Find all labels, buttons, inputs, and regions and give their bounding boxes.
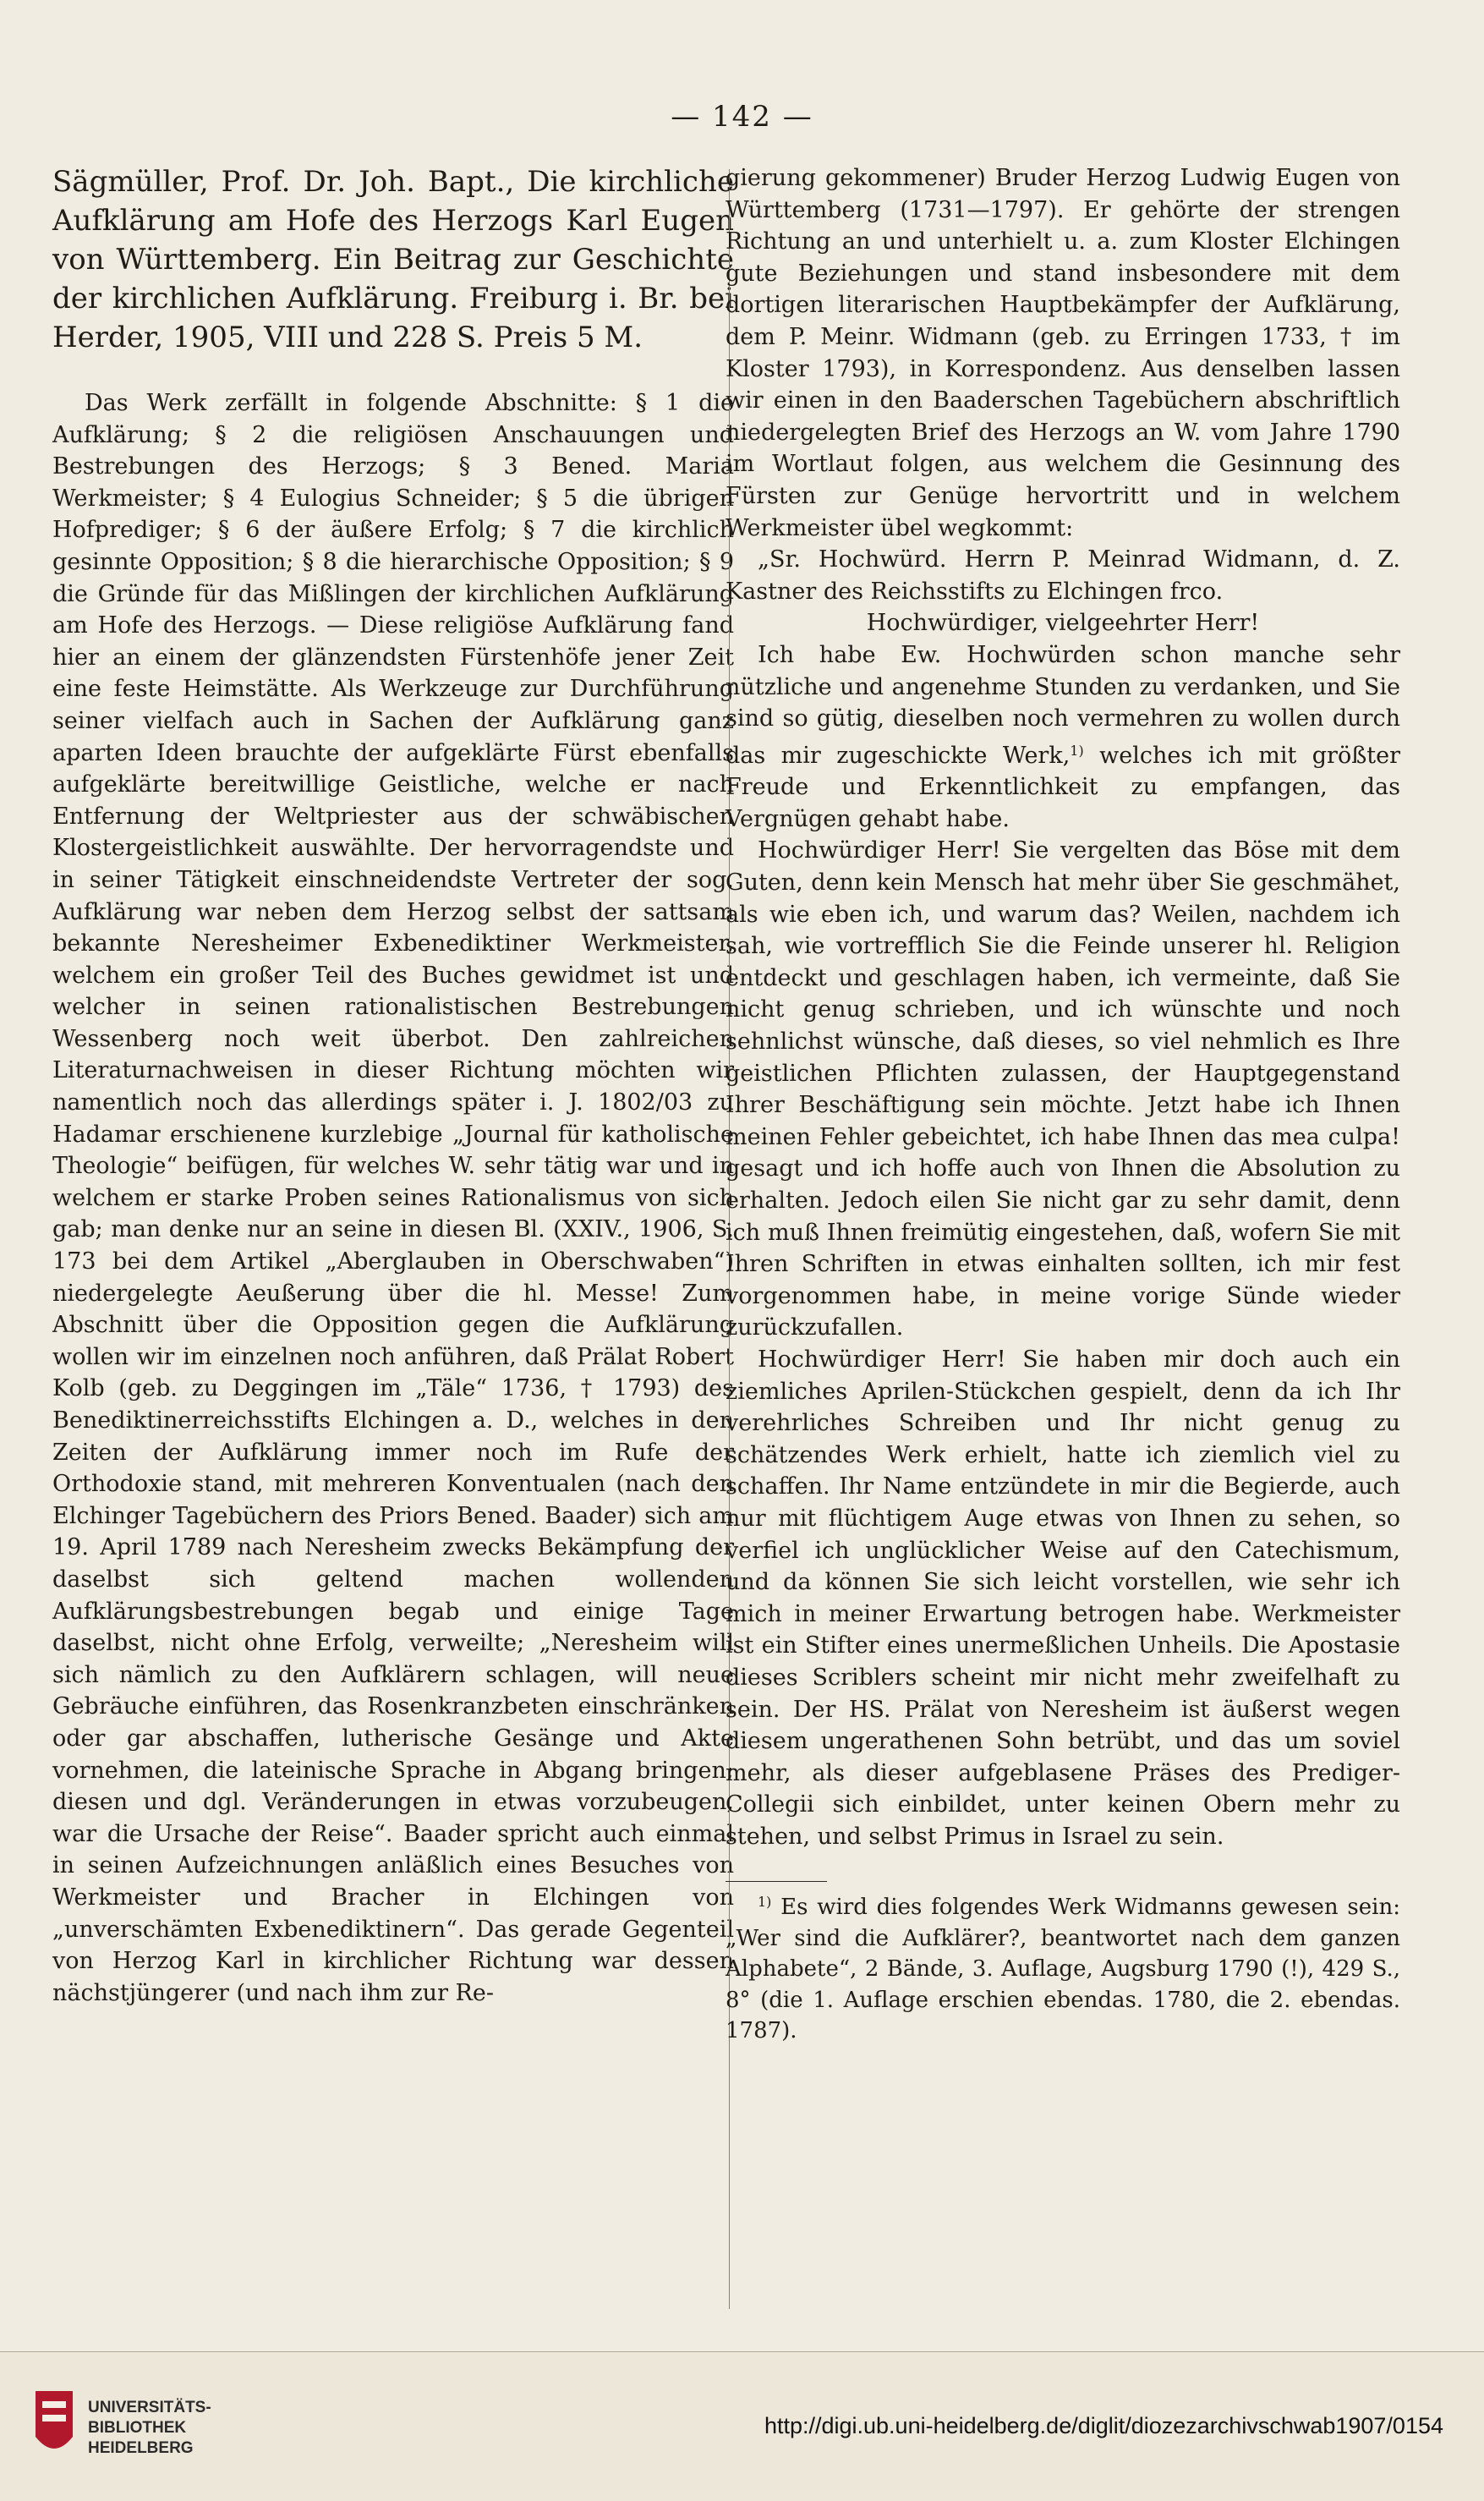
library-name <box>88 2398 211 2459</box>
footnote-text: Es wird dies folgendes Werk Widmanns gewesen sein: „Wer sind die Aufklärer?, beantwortet nach dem ganzen Alphabete“, 2 Bände, 3. Auflage, Augsburg 1790 (!), 429 S., 8° (die 1. Auflage erschien ebendas. 1780, die 2. ebendas. 1787). <box>726 1895 1400 2044</box>
footnote <box>726 1887 1400 2047</box>
letter-paragraph-text: welches ich mit größter Freude und Erkenntlichkeit zu empfangen, das Vergnügen gehabt habe. <box>726 742 1400 832</box>
right-column <box>726 162 1400 2047</box>
letter-address: „Sr. Hochwürd. Herrn P. Meinrad Widmann, d. Z. Kastner des Reichsstifts zu Elchingen frco. <box>726 546 1400 605</box>
review-paragraph: Das Werk zerfällt in folgende Abschnitte: § 1 die Aufklärung; § 2 die religiösen Anschauungen und Bestrebungen des Herzogs; § 3 Bened. Maria Werkmeister; § 4 Eulogius Schneider; § 5 die übrigen Hofprediger; § 6 der äußere Erfolg; § 7 die kirchlich gesinnte Opposition; § 8 die hierarchische Opposition; § 9 die Gründe für das Mißlingen der kirchlichen Aufklärung am Hofe des Herzogs. — Diese religiöse Aufklärung fand hier an einem der glänzendsten Fürstenhöfe jener Zeit eine feste Heimstätte. Als Werkzeuge zur Durchführung seiner vielfach auch in Sachen der Aufklärung ganz aparten Ideen brauchte der aufgeklärte Fürst ebenfalls aufgeklärte bereitwillige Geistliche, welche er nach Entfernung der Weltpriester aus der schwäbischen Klostergeistlichkeit auswählte. Der hervorragendste und in seiner Tätigkeit einschneidendste Vertreter der sog. Aufklärung war neben dem Herzog selbst der sattsam bekannte Neresheimer Exbenediktiner Werkmeister, welchem ein großer Teil des Buches gewidmet ist und welcher in seinen rationalistischen Bestrebungen Wessenberg noch weit überbot. Den zahlreichen Literaturnachweisen in dieser Richtung möchten wir namentlich noch das allerdings später i. J. 1802/03 zu Hadamar erschienene kurzlebige „Journal für katholische Theologie“ beifügen, für welches W. sehr tätig war und in welchem er starke Proben seines Rationalismus von sich gab; man denke nur an seine in diesen Bl. (XXIV., 1906, S. 173 bei dem Artikel „Aberglauben in Oberschwaben“) niedergelegte Aeußerung über die hl. Messe! Zum Abschnitt über die Opposition gegen die Aufklärung wollen wir im einzelnen noch anführen, daß Prälat Robert Kolb (geb. zu Deggingen im „Täle“ 1736, † 1793) des Benediktinerreichsstifts Elchingen a. D., welches in den Zeiten der Aufklärung immer noch im Rufe der Orthodoxie stand, mit mehreren Konventualen (nach den Elchinger Tagebüchern des Priors Bened. Baader) sich am 19. April 1789 nach Neresheim zwecks Bekämpfung der daselbst sich geltend machen wollenden Aufklärungsbestrebungen begab und einige Tage daselbst, nicht ohne Erfolg, verweilte; „Neresheim will sich nämlich zu den Aufklärern schlagen, will neue Gebräuche einführen, das Rosenkranzbeten einschränken oder gar abschaffen, lutherische Gesänge und Akte vornehmen, die lateinische Sprache in Abgang bringen; diesen und dgl. Veränderungen in etwas vorzubeugen, war die Ursache der Reise“. Baader spricht auch einmal in seinen Aufzeichnungen anläßlich eines Besuches von Werkmeister und Bracher in Elchingen von „unverschämten Exbenediktinern“. Das gerade Gegenteil von Herzog Karl in kirchlicher Richtung war dessen nächstjüngerer (und nach ihm zur Re- <box>52 390 734 2006</box>
left-column <box>52 162 734 2009</box>
footnote-marker[interactable]: 1) <box>1070 742 1084 759</box>
footnote-number: 1) <box>758 1894 772 1911</box>
letter-paragraph-text: Ich habe Ew. Hochwürden schon manche sehr nützliche und angenehme Stunden zu verdanken, und Sie sind so gütig, dieselben noch vermehren zu wollen durch das mir zugeschickte Werk, <box>726 641 1400 769</box>
library-name-line: BIBLIOTHEK <box>88 2419 187 2437</box>
source-url-link[interactable]: http://digi.ub.uni-heidelberg.de/diglit/diozezarchivschwab1907/0154 <box>764 2413 1443 2438</box>
letter-paragraph: Hochwürdiger Herr! Sie vergelten das Böse mit dem Guten, denn kein Mensch hat mehr über Sie geschmähet, als wie eben ich, und warum das? Weilen, nachdem ich sah, wie vortrefflich Sie die Feinde unserer hl. Religion entdeckt und geschlagen haben, ich vermeinte, daß Sie nicht genug schrieben, und ich wünschte und noch sehnlichst wünsche, daß dieses, so viel nehmlich es Ihre geistlichen Pflichten zulassen, der Hauptgegenstand Ihrer Beschäftigung sein möchte. Jetzt habe ich Ihnen meinen Fehler gebeichtet, ich habe Ihnen das mea culpa! gesagt und ich hoffe auch von Ihnen die Absolution zu erhalten. Jedoch eilen Sie nicht gar zu sehr damit, denn ich muß Ihnen freimütig eingestehen, daß, wofern Sie mit Ihren Schriften in etwas einhalten sollten, ich mir fest vorgenommen habe, in meine vorige Sünde wieder zurückzufallen. <box>726 837 1400 1341</box>
book-reference: Sägmüller, Prof. Dr. Joh. Bapt., Die kirchliche Aufklärung am Hofe des Herzogs Karl Eugen von Württemberg. Ein Beitrag zur Geschichte der kirchlichen Aufklärung. Freiburg i. Br. bei Herder, 1905, VIII und 228 S. Preis 5 M. <box>52 165 734 354</box>
letter-paragraph: Hochwürdiger Herr! Sie haben mir doch auch ein ziemliches Aprilen-Stückchen gespielt, denn da ich Ihr verehrliches Schreiben und Ihr nicht genug zu schätzendes Werk erhielt, hatte ich ziemlich viel zu schaffen. Ihr Name entzündete in mir die Begierde, auch nur mit flüchtigem Auge etwas von Ihnen zu sehen, so verfiel ich unglücklicher Weise auf den Catechismum, und da können Sie sich leicht vorstellen, wie sehr ich mich in meiner Erwartung betrogen habe. Werkmeister ist ein Stifter eines unermeßlichen Unheils. Die Apostasie dieses Scriblers scheint mir nicht mehr zweifelhaft zu sein. Der HS. Prälat von Neresheim ist äußerst wegen diesem ungerathenen Sohn betrübt, und das um soviel mehr, als dieser aufgeblasene Präses des Prediger-Collegii sich einbildet, unter keinen Obern mehr zu stehen, und selbst Primus in Israel zu sein. <box>726 1346 1400 1850</box>
library-name-line: UNIVERSITÄTS- <box>88 2399 211 2416</box>
digitization-footer <box>0 2351 1484 2501</box>
letter-salutation: Hochwürdiger, vielgeehrter Herr! <box>866 610 1260 637</box>
page-number: — 142 — <box>671 100 813 134</box>
continuation-paragraph: gierung gekommener) Bruder Herzog Ludwig Eugen von Württemberg (1731—1797). Er gehörte der strengen Richtung an und unterhielt u. a. zum Kloster Elchingen gute Beziehungen und stand insbesondere mit dem dortigen literarischen Hauptbekämpfer der Aufklärung, dem P. Meinr. Widmann (geb. zu Erringen 1733, † im Kloster 1793), in Korrespondenz. Aus denselben lassen wir einen in den Baaderschen Tagebüchern abschriftlich niedergelegten Brief des Herzogs an W. vom Jahre 1790 im Wortlaut folgen, aus welchem die Gesinnung des Fürsten zur Genüge hervortritt und in welchem Werkmeister übel wegkommt: <box>726 165 1400 541</box>
footnote-separator <box>726 1881 827 1882</box>
library-logo-icon <box>29 2386 79 2462</box>
letter-paragraph <box>726 639 1400 836</box>
library-name-line: HEIDELBERG <box>88 2439 194 2457</box>
